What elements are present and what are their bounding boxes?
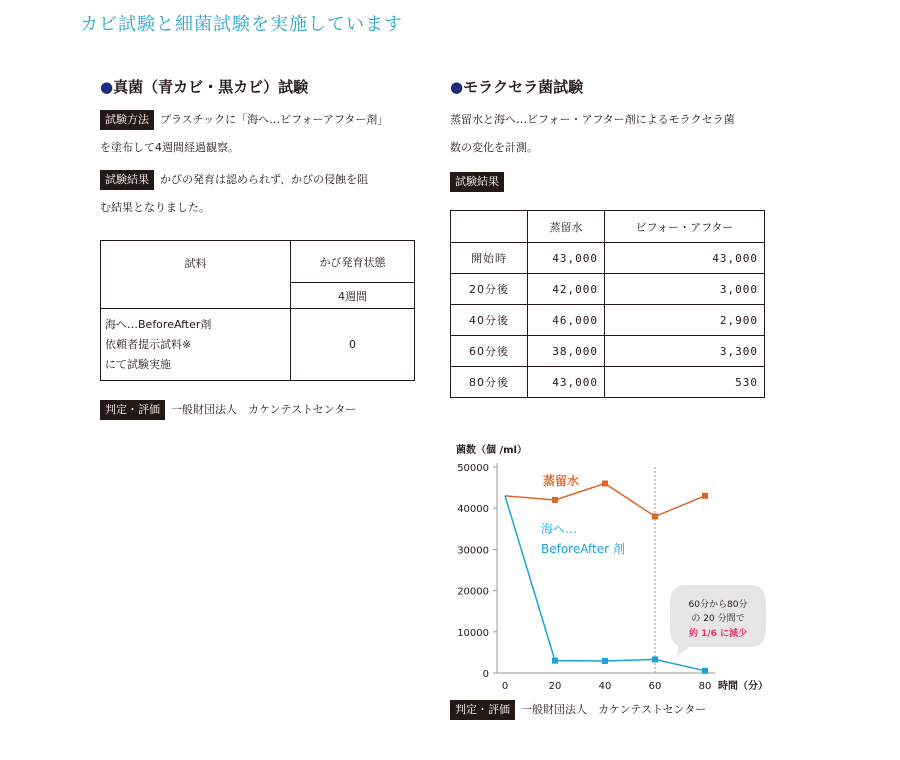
x-tick-label: 40 [598, 681, 612, 692]
y-tick-label: 30000 [457, 545, 489, 557]
row-label: 40分後 [451, 305, 528, 336]
table-row [451, 336, 765, 367]
mold-eval-block [100, 396, 356, 424]
method-tag: 試験方法 [100, 110, 154, 130]
result-text-2: む結果となりました。 [100, 201, 210, 214]
water-value: 38,000 [528, 336, 605, 367]
table-row [451, 243, 765, 274]
moraxella-table-corner [451, 211, 528, 243]
y-tick-label: 0 [482, 669, 489, 680]
moraxella-table-header-ba: ビフォー・アフター [605, 211, 765, 243]
table-row [451, 274, 765, 305]
mold-table-value: 0 [291, 309, 415, 381]
ba-value: 2,900 [605, 305, 765, 336]
moraxella-table [450, 210, 765, 398]
row-label: 開始時 [451, 243, 528, 274]
mold-method-block [100, 106, 430, 162]
result-tag: 試験結果 [100, 170, 154, 190]
ba-value: 43,000 [605, 243, 765, 274]
y-tick-label: 10000 [457, 627, 489, 639]
mold-table-header-sample: 試料 [101, 241, 291, 309]
annotation-line-3: 約 1/6 に減少 [688, 629, 748, 639]
moraxella-result-tag-wrap [450, 170, 504, 192]
method-text-1: プラスチックに「海へ…ビフォーアフター剤」 [160, 113, 389, 126]
annotation-line-2: の 20 分間で [691, 614, 745, 624]
data-point [702, 668, 708, 674]
y-tick-label: 20000 [457, 586, 489, 598]
data-point [552, 497, 558, 503]
result-text-1: かびの発育は認められず、かびの侵蝕を阻 [160, 173, 369, 186]
mold-table-header-status: かび発育状態 [291, 241, 415, 283]
page-title: カビ試験と細菌試験を実施しています [80, 14, 403, 35]
data-point [652, 656, 658, 662]
table-row [451, 367, 765, 398]
series-label-ba-1: 海へ… [541, 522, 578, 536]
series-line [505, 496, 705, 671]
row-label: 20分後 [451, 274, 528, 305]
y-axis-label: 菌数（個 /ml） [456, 445, 527, 456]
table-row [451, 305, 765, 336]
bacteria-chart [440, 435, 780, 695]
mold-section-title [100, 76, 308, 97]
mold-table-header-weeks: 4週間 [291, 283, 415, 309]
x-axis-label: 時間（分） [718, 681, 768, 692]
mold-result-block [100, 166, 430, 222]
moraxella-eval-block [450, 696, 706, 724]
moraxella-desc-1: 蒸留水と海へ…ビフォー・アフター剤によるモラクセラ菌 [450, 113, 735, 126]
moraxella-eval-tag: 判定・評価 [450, 700, 515, 720]
mold-table-sample-cell [101, 309, 291, 381]
moraxella-section-title [450, 76, 583, 97]
y-tick-label: 50000 [457, 463, 489, 474]
moraxella-result-tag: 試験結果 [450, 172, 504, 192]
water-value: 42,000 [528, 274, 605, 305]
data-point [602, 658, 608, 664]
mold-table [100, 240, 415, 381]
water-value: 43,000 [528, 367, 605, 398]
series-label-ba-2: BeforeAfter 剤 [541, 542, 625, 556]
moraxella-eval-text: 一般財団法人 カケンテストセンター [521, 703, 707, 716]
sample-line-2: 依頼者提示試料※ [105, 337, 192, 351]
bullet-dot-icon: ● [450, 78, 464, 96]
moraxella-desc-2: 数の変化を計測。 [450, 141, 538, 154]
method-text-2: を塗布して4週間経過観察。 [100, 141, 239, 154]
row-label: 60分後 [451, 336, 528, 367]
ba-value: 530 [605, 367, 765, 398]
x-tick-label: 0 [501, 681, 509, 692]
sample-line-3: にて試験実施 [105, 357, 171, 371]
x-tick-label: 20 [548, 681, 562, 692]
data-point [552, 658, 558, 664]
data-point [702, 493, 708, 499]
moraxella-desc [450, 106, 780, 162]
series-line [505, 483, 705, 516]
x-tick-label: 80 [698, 681, 712, 692]
eval-text: 一般財団法人 カケンテストセンター [171, 403, 357, 416]
data-point [602, 480, 608, 486]
row-label: 80分後 [451, 367, 528, 398]
sample-line-1: 海へ…BeforeAfter剤 [105, 317, 212, 331]
water-value: 46,000 [528, 305, 605, 336]
eval-tag: 判定・評価 [100, 400, 165, 420]
data-point [652, 513, 658, 519]
series-label-water: 蒸留水 [543, 474, 580, 488]
y-tick-label: 40000 [457, 504, 489, 516]
x-tick-label: 60 [648, 681, 662, 692]
bullet-dot-icon: ● [100, 78, 114, 96]
ba-value: 3,000 [605, 274, 765, 305]
ba-value: 3,300 [605, 336, 765, 367]
mold-title: 真菌（青カビ・黒カビ）試験 [113, 78, 309, 96]
annotation-line-1: 60分から80分 [688, 600, 748, 610]
moraxella-table-header-water: 蒸留水 [528, 211, 605, 243]
moraxella-title: モラクセラ菌試験 [463, 78, 584, 96]
water-value: 43,000 [528, 243, 605, 274]
